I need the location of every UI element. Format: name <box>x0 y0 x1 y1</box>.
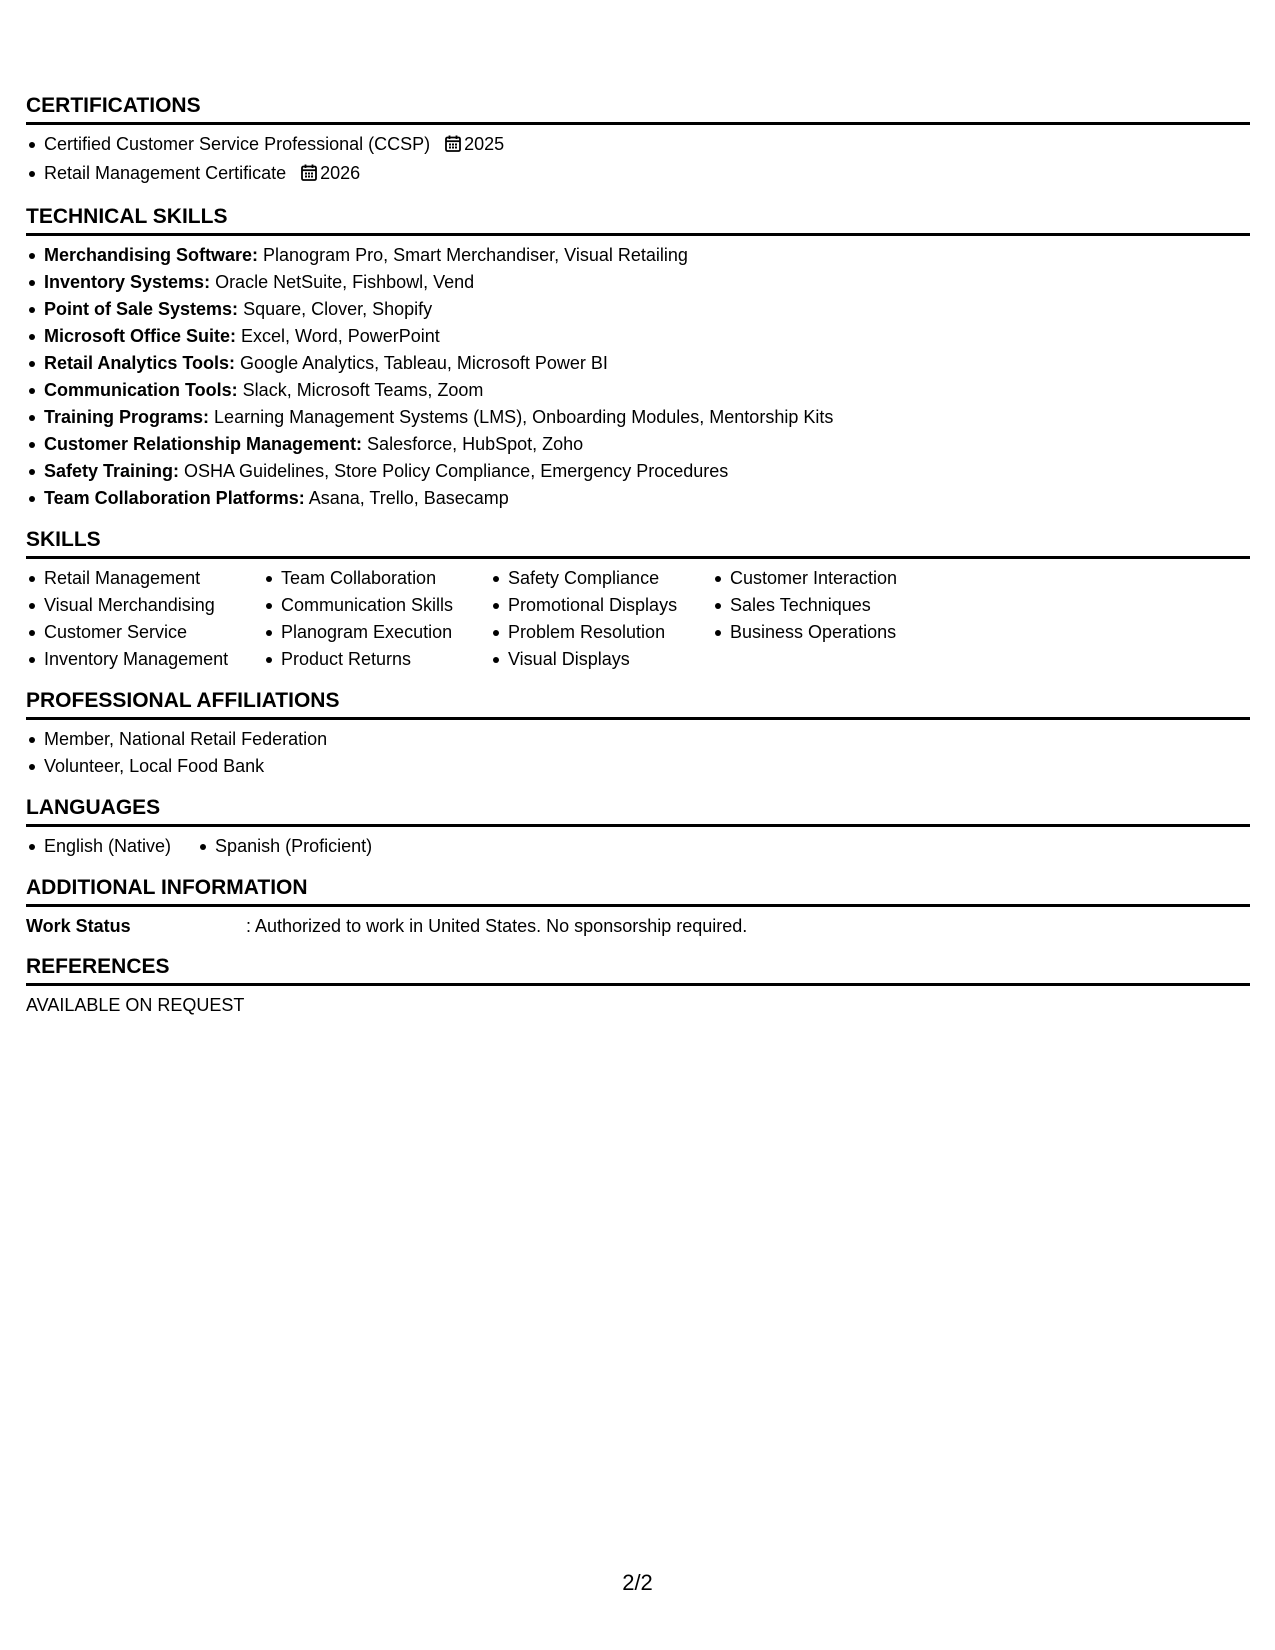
additional-info-section <box>26 874 1250 939</box>
work-status-row <box>26 913 1250 939</box>
technical-skill-value: Learning Management Systems (LMS), Onboarding Modules, Mentorship Kits <box>209 407 834 427</box>
work-status-label: Work Status <box>26 916 131 936</box>
certification-name: Certified Customer Service Professional (CCSP) <box>44 134 431 154</box>
technical-skill-label: Point of Sale Systems: <box>44 299 239 319</box>
affiliations-section <box>26 687 1250 780</box>
technical-skill-value: Google Analytics, Tableau, Microsoft Power BI <box>235 353 608 373</box>
technical-skill-label: Customer Relationship Management: <box>44 434 363 454</box>
page-number: 2/2 <box>622 1570 653 1595</box>
skills-grid <box>26 565 1250 673</box>
technical-skill-item <box>26 323 1250 350</box>
certification-year: 2025 <box>464 134 505 154</box>
skills-column <box>263 565 490 673</box>
certification-year: 2026 <box>320 163 361 183</box>
certification-item <box>26 160 1250 189</box>
additional-info-heading: ADDITIONAL INFORMATION <box>26 874 1250 907</box>
language-item: Spanish (Proficient) <box>197 833 372 860</box>
skill-item: Inventory Management <box>26 646 263 673</box>
affiliations-list <box>26 726 1250 780</box>
technical-skill-item <box>26 431 1250 458</box>
technical-skill-label: Safety Training: <box>44 461 180 481</box>
skill-item: Visual Merchandising <box>26 592 263 619</box>
affiliations-heading: PROFESSIONAL AFFILIATIONS <box>26 687 1250 720</box>
skill-item: Customer Service <box>26 619 263 646</box>
skill-item: Safety Compliance <box>490 565 712 592</box>
technical-skill-label: Microsoft Office Suite: <box>44 326 237 346</box>
languages-heading: LANGUAGES <box>26 794 1250 827</box>
technical-skill-label: Retail Analytics Tools: <box>44 353 236 373</box>
technical-skill-item <box>26 377 1250 404</box>
technical-skill-label: Merchandising Software: <box>44 245 259 265</box>
skills-heading: SKILLS <box>26 526 1250 559</box>
technical-skill-value: Salesforce, HubSpot, Zoho <box>362 434 584 454</box>
certifications-heading: CERTIFICATIONS <box>26 92 1250 125</box>
skill-item: Business Operations <box>712 619 952 646</box>
technical-skill-value: Planogram Pro, Smart Merchandiser, Visual Retailing <box>258 245 688 265</box>
skills-column <box>490 565 712 673</box>
languages-section <box>26 794 1250 860</box>
technical-skills-list <box>26 242 1250 512</box>
skill-item: Problem Resolution <box>490 619 712 646</box>
certifications-list <box>26 131 1250 189</box>
technical-skill-item <box>26 404 1250 431</box>
technical-skill-item <box>26 242 1250 269</box>
technical-skill-value: OSHA Guidelines, Store Policy Compliance, Emergency Procedures <box>179 461 729 481</box>
skill-item: Team Collaboration <box>263 565 490 592</box>
technical-skill-value: Excel, Word, PowerPoint <box>236 326 440 346</box>
certification-name: Retail Management Certificate <box>44 163 287 183</box>
references-heading: REFERENCES <box>26 953 1250 986</box>
affiliation-item: Volunteer, Local Food Bank <box>26 753 1250 780</box>
technical-skills-heading: TECHNICAL SKILLS <box>26 203 1250 236</box>
certifications-section <box>26 92 1250 189</box>
references-section <box>26 953 1250 1018</box>
technical-skill-item <box>26 458 1250 485</box>
affiliation-item: Member, National Retail Federation <box>26 726 1250 753</box>
certification-item <box>26 131 1250 160</box>
skills-section <box>26 526 1250 673</box>
skills-column <box>712 565 952 673</box>
technical-skill-value: Asana, Trello, Basecamp <box>304 488 509 508</box>
technical-skill-value: Square, Clover, Shopify <box>238 299 433 319</box>
skills-column <box>26 565 263 673</box>
technical-skill-value: Slack, Microsoft Teams, Zoom <box>237 380 484 400</box>
calendar-icon <box>445 133 461 160</box>
technical-skill-label: Training Programs: <box>44 407 210 427</box>
skill-item: Customer Interaction <box>712 565 952 592</box>
technical-skill-item <box>26 296 1250 323</box>
technical-skill-value: Oracle NetSuite, Fishbowl, Vend <box>210 272 475 292</box>
work-status-value: : Authorized to work in United States. No sponsorship required. <box>246 916 748 936</box>
skill-item: Product Returns <box>263 646 490 673</box>
languages-list <box>26 833 1250 860</box>
skill-item: Promotional Displays <box>490 592 712 619</box>
technical-skill-item <box>26 485 1250 512</box>
calendar-icon <box>301 162 317 189</box>
technical-skills-section <box>26 203 1250 512</box>
skill-item: Sales Techniques <box>712 592 952 619</box>
language-item: English (Native) <box>26 833 171 860</box>
technical-skill-item <box>26 350 1250 377</box>
technical-skill-label: Communication Tools: <box>44 380 238 400</box>
technical-skill-label: Inventory Systems: <box>44 272 211 292</box>
resume-page <box>26 92 1250 1018</box>
skill-item: Communication Skills <box>263 592 490 619</box>
technical-skill-item <box>26 269 1250 296</box>
skill-item: Visual Displays <box>490 646 712 673</box>
skill-item: Retail Management <box>26 565 263 592</box>
references-text: AVAILABLE ON REQUEST <box>26 995 245 1015</box>
skill-item: Planogram Execution <box>263 619 490 646</box>
technical-skill-label: Team Collaboration Platforms: <box>44 488 305 508</box>
